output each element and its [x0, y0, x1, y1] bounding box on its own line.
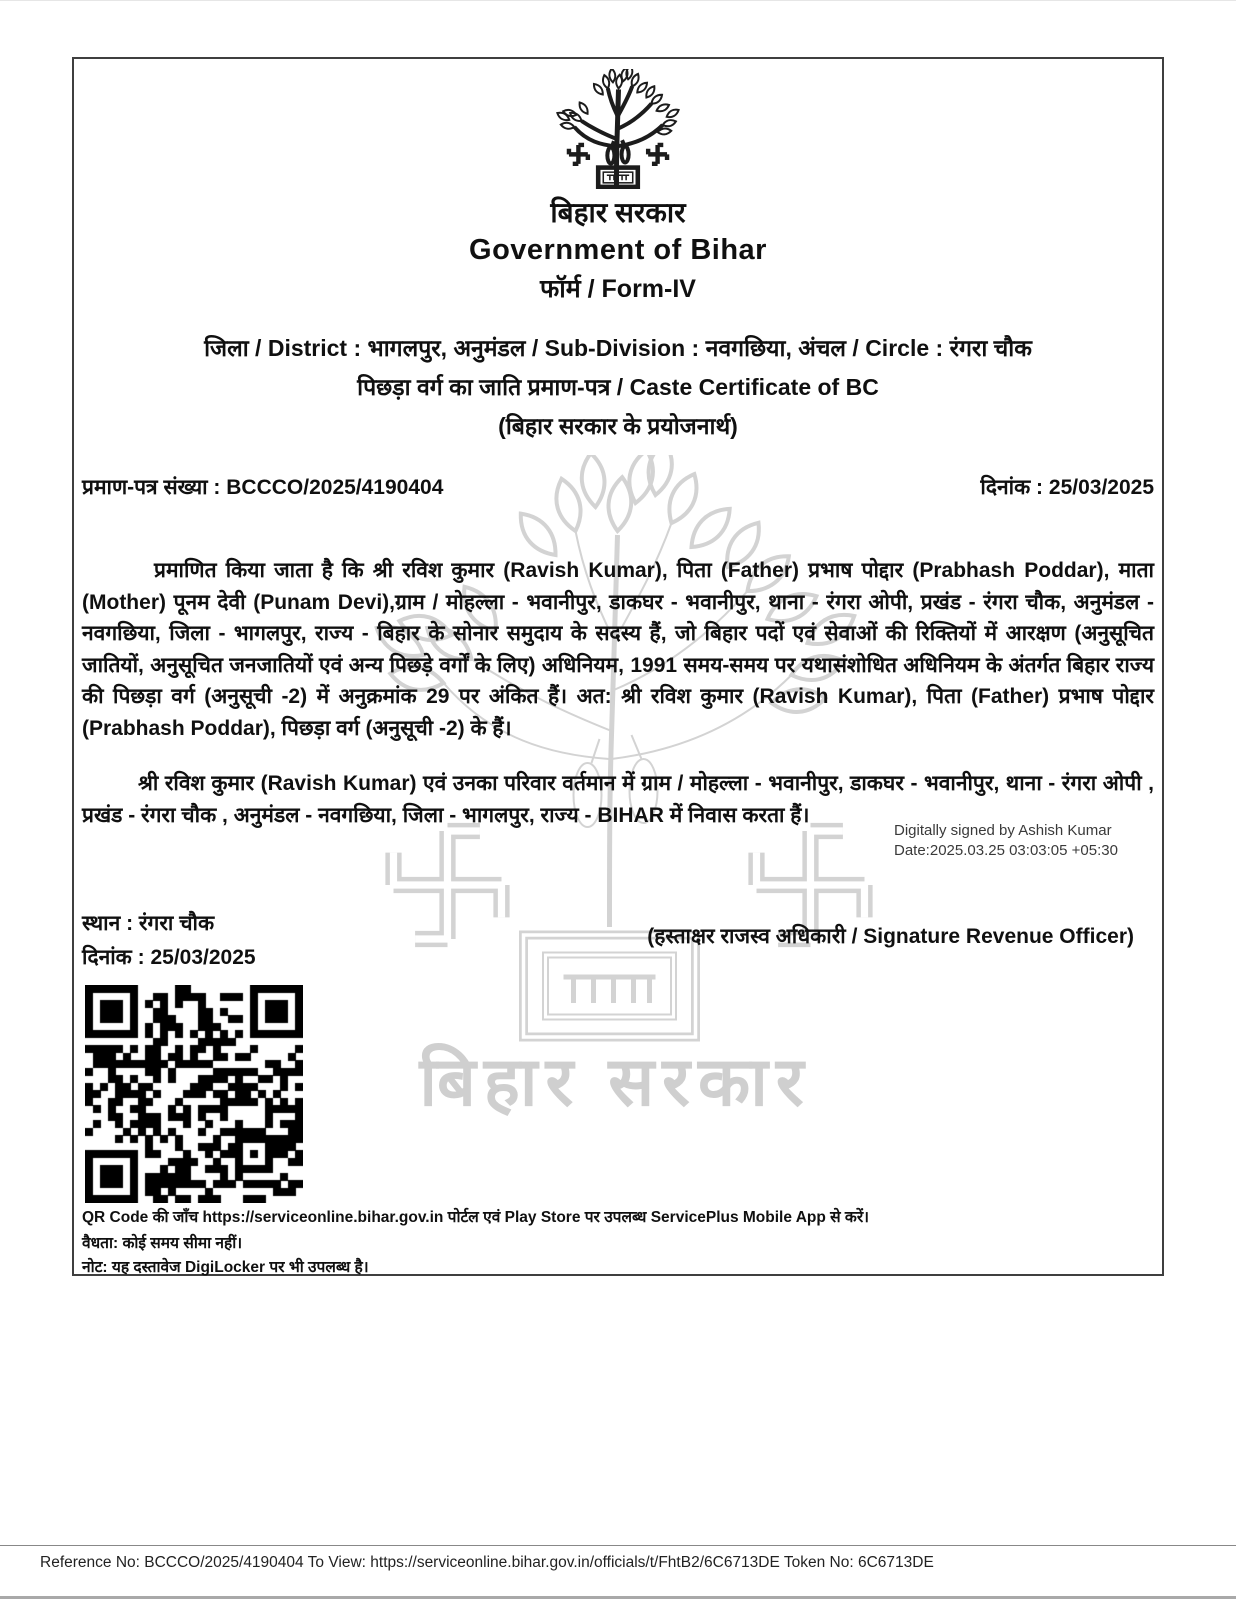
certificate-number: [82, 473, 443, 501]
footer-reference-line: Reference No: BCCCO/2025/4190404 To View: https://serviceonline.bihar.gov.in/officials/t/FhtB2/6C6713DE Token No: 6C6713DE: [40, 1554, 934, 1571]
emblem-swastika-left-icon: [569, 145, 588, 164]
certificate-meta-row: [74, 473, 1162, 501]
signature-officer-line: (हस्ताक्षर राजस्व अधिकारी / Signature Revenue Officer): [647, 925, 1134, 948]
certificate-date: [980, 473, 1154, 501]
district-subdivision-circle-line: जिला / District : भागलपुर, अनुमंडल / Sub-Division : नवगछिया, अंचल / Circle : रंगरा चौक: [204, 335, 1032, 361]
purpose-line: (बिहार सरकार के प्रयोजनार्थ): [498, 413, 738, 439]
watermark-text: बिहार सरकार: [419, 1044, 812, 1117]
digital-signature-block: [894, 821, 1118, 861]
certificate-body-paragraph-1: प्रमाणित किया जाता है कि श्री रविश कुमार (Ravish Kumar), पिता (Father) प्रभाष पोद्दार (Prabhash Poddar), माता (Mother) पूनम देवी (Punam Devi),ग्राम / मोहल्ला - भवानीपुर, डाकघर - भवानीपुर, थाना - रंगरा ओपी, प्रखंड - रंगरा चौक, अनुमंडल - नवगछिया, जिला - भागलपुर, राज्य - बिहार के सोनार समुदाय के सदस्य हैं, जो बिहार पदों एवं सेवाओं की रिक्तियों में आरक्षण (अनुसूचित जातियों, अनुसूचित जनजातियों एवं अन्य पिछड़े वर्गों के लिए) अधिनियम, 1991 समय-समय पर यथासंशोधित अधिनियम के अंतर्गत बिहार राज्य की पिछड़ा वर्ग (अनुसूची -2) में अनुक्रमांक 29 पर अंकित हैं। अत: श्री रविश कुमार (Ravish Kumar), पिता (Father) प्रभाष पोद्दार (Prabhash Poddar), पिछड़ा वर्ग (अनुसूची -2) के हैं।: [82, 559, 1154, 740]
certificate-number-value: BCCCO/2025/4190404: [226, 476, 444, 499]
form-number: फॉर्म / Form-IV: [540, 275, 696, 303]
bihar-emblem-logo: [552, 69, 684, 189]
digilocker-note: नोट: यह दस्तावेज DigiLocker पर भी उपलब्ध है।: [82, 1259, 369, 1276]
emblem-tree-icon: [556, 69, 680, 189]
certificate: [72, 57, 1164, 1276]
place-line: स्थान : रंगरा चौक: [82, 912, 215, 935]
qr-verification-note: QR Code की जाँच https://serviceonline.bihar.gov.in पोर्टल एवं Play Store पर उपलब्ध ServicePlus Mobile App से करें।: [82, 1209, 870, 1226]
validity-note: वैधता: कोई समय सीमा नहीं।: [82, 1235, 243, 1252]
emblem-swastika-right-icon: [648, 145, 667, 164]
issue-date-line: दिनांक : 25/03/2025: [82, 946, 256, 969]
qr-code: [85, 985, 303, 1203]
certificate-date-label: दिनांक :: [980, 476, 1044, 499]
gov-title-hindi: बिहार सरकार: [550, 197, 686, 228]
certificate-date-value: 25/03/2025: [1048, 476, 1154, 499]
page-top-edge: [0, 0, 1236, 1]
certificate-number-label: प्रमाण-पत्र संख्या :: [82, 476, 221, 499]
page-bottom-edge: [0, 1596, 1236, 1599]
certificate-body-paragraph-2: श्री रविश कुमार (Ravish Kumar) एवं उनका परिवार वर्तमान में ग्राम / मोहल्ला - भवानीपुर, डाकघर - भवानीपुर, थाना - रंगरा ओपी , प्रखंड - रंगरा चौक , अनुमंडल - नवगछिया, जिला - भागलपुर, राज्य - BIHAR में निवास करता हैं।: [82, 772, 1154, 827]
digital-signature-line1: Digitally signed by Ashish Kumar: [894, 822, 1112, 839]
digital-signature-line2: Date:2025.03.25 03:03:05 +05:30: [894, 842, 1118, 859]
certificate-title: पिछड़ा वर्ग का जाति प्रमाण-पत्र / Caste Certificate of BC: [357, 374, 879, 400]
gov-title-english: Government of Bihar: [469, 234, 767, 266]
footer-divider: [0, 1545, 1236, 1546]
